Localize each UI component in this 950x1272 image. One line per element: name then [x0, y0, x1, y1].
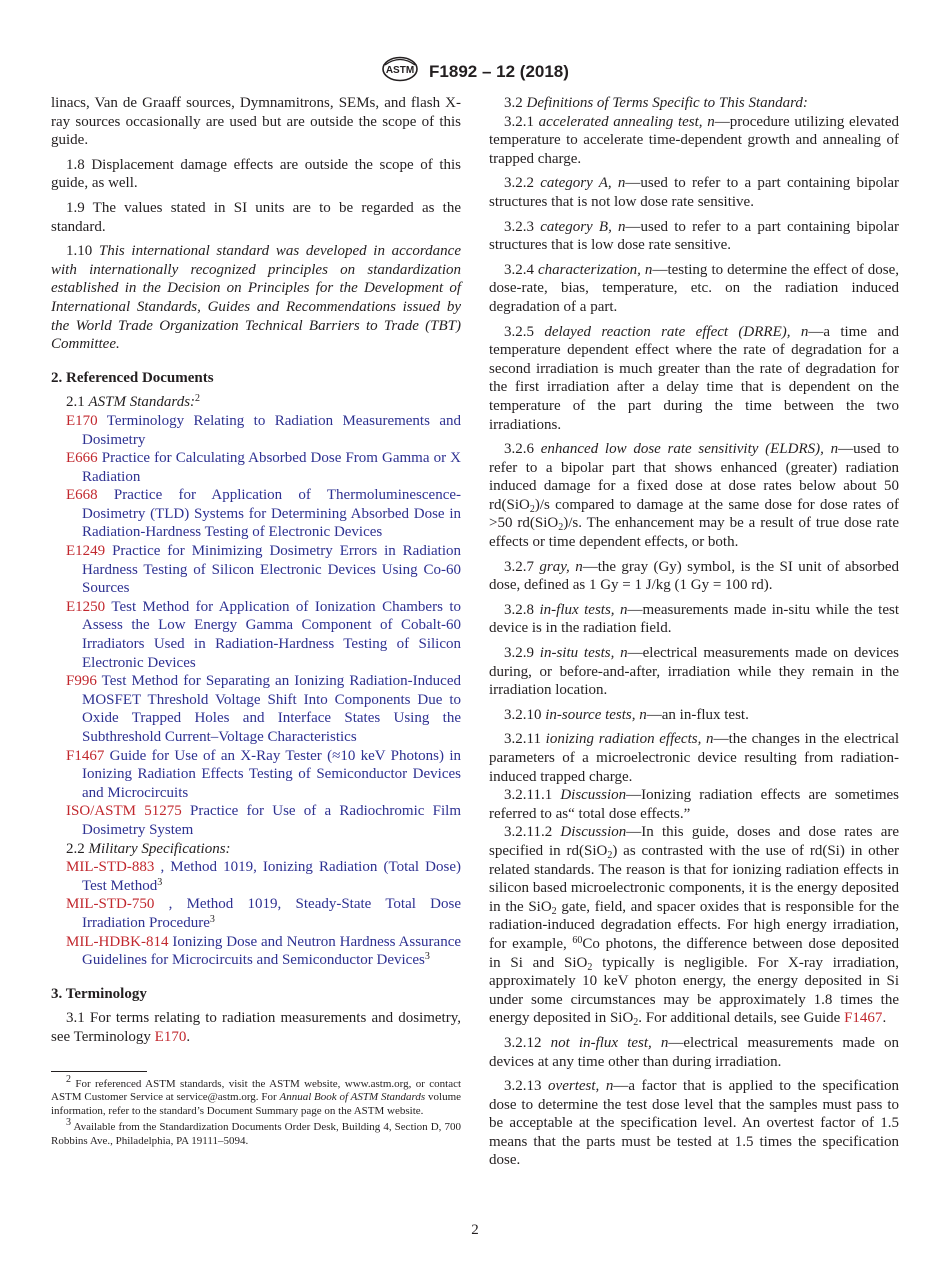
paragraph-1-10: 1.10 This international standard was developed in accordance with internationally recognized principles on standardization established in the Decision on Principles for the Development of International Standards, Guides and Recommendations issued by the World Trade Organization Technical Barriers to Trade (TBT) Committee. — [51, 243, 462, 353]
definition-3-2-11: 3.2.11 ionizing radiation effects, n—the changes in the electrical parameters of a microelectronic device resulting from radiation-induced trapped charge. — [489, 731, 899, 785]
footnote-3: $^3$ Available from the Standardization Documents Order Desk, Building 4, Section D, 700 Robbins Ave., Philadelphia, PA 19111–5094. — [51, 1117, 461, 1147]
definition-3-2-10: 3.2.10 in-source tests, n—an in-flux test. — [504, 706, 749, 723]
military-specifications-subheading: 2.2 Military Specifications: — [66, 840, 231, 857]
reference-e666[interactable]: E666 Practice for Calculating Absorbed Dose From Gamma or X Radiation — [66, 450, 461, 485]
discussion-3-2-11-1: 3.2.11.1 Discussion—Ionizing radiation effects are sometimes referred to as“ total dose effects.” — [489, 787, 900, 822]
link-e170[interactable]: E170 — [154, 1028, 187, 1045]
paragraph-3-1: 3.1 For terms relating to radiation measurements and dosimetry, see Terminology E170. — [51, 1010, 461, 1045]
definition-3-2-12: 3.2.12 not in-flux test, n—electrical measurements made on devices at any time other than during irradiation. — [489, 1034, 899, 1070]
astm-standards-subheading: 2.1 ASTM Standards:$^2$ — [66, 393, 201, 411]
document-id: F1892 – 12 (2018) — [429, 61, 569, 81]
reference-mil-hdbk-814[interactable]: MIL-HDBK-814 Ionizing Dose and Neutron Hardness Assurance Guidelines for Microcircuits and Semiconductor Devices$^3$ — [66, 933, 462, 969]
paragraph-scope-continued: linacs, Van de Graaff sources, Dymnamitrons, SEMs, and flash X-ray sources occasionally are used but are outside the scope of this guide. — [51, 95, 461, 149]
definitions-subheading: 3.2 Definitions of Terms Specific to This Standard: — [504, 95, 808, 111]
reference-mil-std-883[interactable]: MIL-STD-883 , Method 1019, Ionizing Radiation (Total Dose) Test Method$^3$ — [66, 859, 461, 894]
definition-3-2-4: 3.2.4 characterization, n—testing to determine the effect of dose, dose-rate, bias, temperature, etc. on the radiation induced degradation of a part. — [489, 261, 900, 315]
right-column — [489, 94, 899, 1176]
definition-3-2-6: 3.2.6 enhanced low dose rate sensitivity (ELDRS), n—used to refer to a bipolar part that shows enhanced (greater) radiation induced damage for a fixed dose at dose rates below about 50 rd(SiO$_2$)/s compared to damage at the same dose for dose rates of >50 rd(SiO$_2$)/s. The enhancement may be a result of true dose rate effects or time dependent effects, or both. — [489, 441, 900, 551]
astm-logo-icon — [381, 56, 419, 87]
reference-e1250[interactable]: E1250 Test Method for Application of Ionization Chambers to Assess the Low Energy Gamma Component of Cobalt-60 Irradiators Used in Radiation-Hardness Testing of Silicon Electronic Devices — [66, 598, 461, 671]
definition-3-2-13: 3.2.13 overtest, n—a factor that is applied to the specification dose to determine the test dose level that the samples must pass to be acceptable at the specification level. An overtest factor of 1.5 means that the parts must be tested at 1.5 times the specification dose. — [489, 1078, 900, 1169]
page-header — [0, 56, 950, 84]
definition-3-2-3: 3.2.3 category B, n—used to refer to a part containing bipolar structures that is low dose rate sensitive. — [489, 218, 899, 254]
reference-mil-std-750[interactable]: MIL-STD-750 , Method 1019, Steady-State Total Dose Irradiation Procedure$^3$ — [66, 896, 462, 931]
definition-3-2-8: 3.2.8 in-flux tests, n—measurements made in-situ while the test device is in the radiation field. — [489, 601, 899, 637]
paragraph-1-8: 1.8 Displacement damage effects are outside the scope of this guide, as well. — [51, 156, 461, 192]
reference-f996[interactable]: F996 Test Method for Separating an Ionizing Radiation-Induced MOSFET Threshold Voltage Shift Into Components Due to Oxide Trapped Holes and Interface States Using the Subthreshold Current–Voltage Characteristics — [66, 673, 461, 745]
section-referenced-documents-heading: 2. Referenced Documents — [51, 369, 214, 386]
definition-3-2-5: 3.2.5 delayed reaction rate effect (DRRE), n—a time and temperature dependent effect where the rate of degradation for a second irradiation is much greater than the rate of degradation for the first irradiation after a delay time that is dependent on the temperature of the part during the time between the two irradiations. — [489, 323, 899, 433]
link-f1467[interactable]: F1467 — [844, 1010, 883, 1027]
page-number: 2 — [471, 1222, 479, 1238]
definition-3-2-9: 3.2.9 in-situ tests, n—electrical measurements made on devices during, or before-and-after, irradiation while they remain in the irradiation location. — [489, 645, 900, 699]
paragraph-1-9: 1.9 The values stated in SI units are to be regarded as the standard. — [51, 199, 461, 235]
section-terminology-heading: 3. Terminology — [51, 985, 147, 1002]
reference-e1249[interactable]: E1249 Practice for Minimizing Dosimetry Errors in Radiation Hardness Testing of Silicon Electronic Devices Using Co-60 Sources — [66, 543, 461, 597]
definition-3-2-2: 3.2.2 category A, n—used to refer to a part containing bipolar structures that is not low dose rate sensitive. — [489, 175, 900, 210]
reference-e170[interactable]: E170 Terminology Relating to Radiation Measurements and Dosimetry — [66, 412, 461, 448]
reference-e668[interactable]: E668 Practice for Application of Thermoluminescence-Dosimetry (TLD) Systems for Determining Absorbed Dose in Radiation-Hardness Testing of Electronic Devices — [66, 487, 461, 541]
definition-3-2-7: 3.2.7 gray, n—the gray (Gy) symbol, is the SI unit of absorbed dose, defined as 1 Gy = 1 J/kg (1 Gy = 100 rd). — [489, 558, 900, 594]
footnote-divider — [51, 1071, 147, 1072]
footnote-2: $^2$ For referenced ASTM standards, visit the ASTM website, www.astm.org, or contact ASTM Customer Service at service@astm.org. For Annual Book of ASTM Standards volume information, refer to the standard’s Document Summary page on the ASTM website. — [51, 1073, 462, 1117]
reference-f1467[interactable]: F1467 Guide for Use of an X-Ray Tester (≈10 keV Photons) in Ionizing Radiation Effects Testing of Semiconductor Devices and Microcircuits — [66, 747, 461, 801]
left-column — [51, 94, 461, 1151]
svg-text:ASTM: ASTM — [385, 65, 415, 76]
discussion-3-2-11-2: 3.2.11.2 Discussion—In this guide, doses and dose rates are specified in rd(SiO$_2$) as contrasted with the use of rd(Si) in other related standards. The reason is that for ionizing radiation effects in silicon based microelectronic components, it is the energy deposited in the SiO$_2$ gate, field, and spacer oxides that is responsible for the radiation-induced degradation effects. For high energy irradiation, for example, $^{60}$Co photons, the difference between dose deposited in Si and SiO$_2$ typically is negligible. For X-ray irradiation, approximately 10 keV photon energy, the energy deposited in Si under some circumstances may be approximately 1.8 times the energy deposited in SiO$_2$. For additional details, see Guide F1467. — [489, 824, 899, 1029]
definition-3-2-1: 3.2.1 accelerated annealing test, n—procedure utilizing elevated temperature to accelerate time-dependent growth and annealing of trapped charge. — [489, 113, 899, 167]
reference-iso-astm-51275[interactable]: ISO/ASTM 51275 Practice for Use of a Radiochromic Film Dosimetry System — [66, 803, 461, 838]
